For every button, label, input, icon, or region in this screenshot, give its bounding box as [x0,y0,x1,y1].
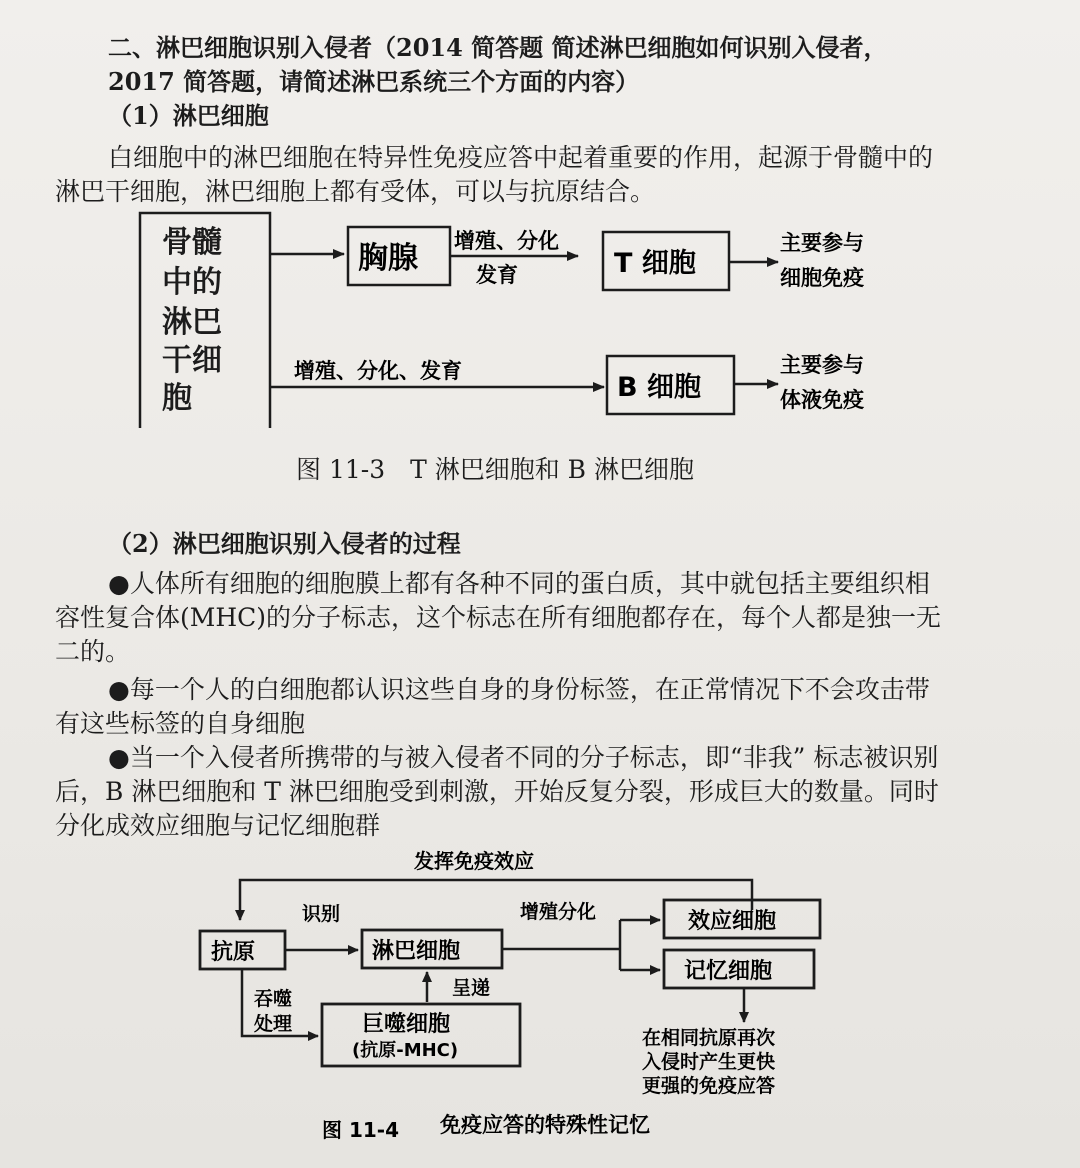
proliferate-label: 增殖分化 [520,901,597,923]
source-line-3: 淋巴 [162,305,222,340]
arrow-bottom-label: 增殖、分化、发育 [294,359,462,383]
figure-11-4-caption-text: 免疫应答的特殊性记忆 [440,1113,650,1137]
bullet-1-line1: ●人体所有细胞的细胞膜上都有各种不同的蛋白质，其中就包括主要组织相 [108,569,930,598]
paragraph-1-line1: 白细胞中的淋巴细胞在特异性免疫应答中起着重要的作用，起源于骨髓中的 [108,143,934,172]
source-line-4: 干细 [162,343,222,378]
paragraph-1-line2: 淋巴干细胞，淋巴细胞上都有受体，可以与抗原结合。 [55,177,656,206]
b-cell-label: B 细胞 [617,372,701,403]
bullet-1-line3: 二的。 [55,637,131,666]
section-title-line2: 2017 简答题，请简述淋巴系统三个方面的内容） [108,67,640,96]
phago-label-1: 吞噬 [254,988,293,1010]
arrow-top-label-2: 发育 [476,263,518,287]
figure-11-3-caption: 图 11-3 T 淋巴细胞和 B 淋巴细胞 [296,455,694,484]
source-line-2: 中的 [162,265,222,300]
present-label: 呈递 [452,977,491,999]
bullet-3-line3: 分化成效应细胞与记忆细胞群 [55,811,381,840]
note-2: 入侵时产生更快 [642,1051,776,1073]
source-line-5: 胞 [162,381,192,416]
bullet-3-line2: 后，B 淋巴细胞和 T 淋巴细胞受到刺激，开始反复分裂，形成巨大的数量。同时 [55,777,939,806]
t-cell-label: T 细胞 [614,248,696,279]
figure-11-3 [0,0,1080,500]
section-title-line1: 二、淋巴细胞识别入侵者（2014 简答题 简述淋巴细胞如何识别入侵者， [108,33,888,62]
arrow-top-label-1: 增殖、分化 [454,229,559,253]
memory-label: 记忆细胞 [684,959,773,984]
effector-label: 效应细胞 [688,909,777,934]
antigen-label: 抗原 [211,940,256,965]
source-line-1: 骨髓 [162,225,222,260]
figure-11-4-caption-num: 图 11-4 [322,1118,400,1142]
macrophage-sub-label: (抗原-MHC) [352,1040,459,1061]
figure-11-4 [0,840,1080,1160]
subsection-title-1: （1）淋巴细胞 [108,101,269,130]
bullet-2-line2: 有这些标签的自身细胞 [55,709,306,738]
bullet-2-line1: ●每一个人的白细胞都认识这些自身的身份标签，在正常情况下不会攻击带 [108,675,930,704]
lymphocyte-label: 淋巴细胞 [372,939,461,964]
b-role-1: 主要参与 [780,353,864,377]
bullet-3-line1: ●当一个入侵者所携带的与被入侵者不同的分子标志，即“非我” 标志被识别 [108,743,939,772]
top-label: 发挥免疫效应 [414,849,534,873]
macrophage-label: 巨噬细胞 [362,1012,451,1037]
t-role-2: 细胞免疫 [780,266,864,290]
bullet-1-line2: 容性复合体(MHC)的分子标志，这个标志在所有细胞都存在，每个人都是独一无 [55,603,942,632]
b-role-2: 体液免疫 [780,388,864,412]
phago-label-2: 处理 [254,1013,293,1035]
subsection-title-2: （2）淋巴细胞识别入侵者的过程 [108,529,461,558]
thymus-label: 胸腺 [358,241,418,276]
note-1: 在相同抗原再次 [642,1027,776,1049]
note-3: 更强的免疫应答 [642,1075,776,1097]
recognize-label: 识别 [302,903,341,925]
t-role-1: 主要参与 [780,231,864,255]
